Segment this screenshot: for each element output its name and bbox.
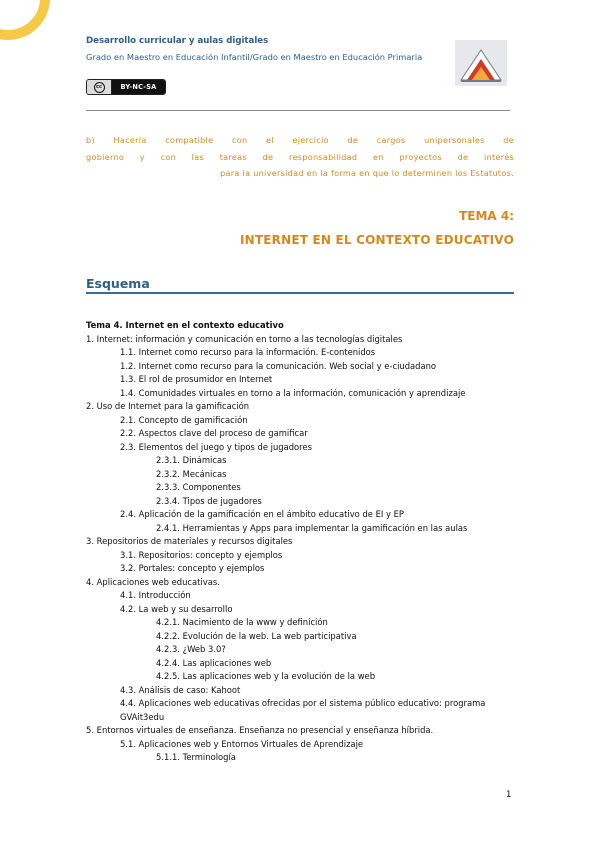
toc-item: 1.2. Internet como recurso para la comunicación. Web social y e-ciudadano — [120, 360, 437, 371]
esquema-heading: Esquema — [86, 276, 150, 291]
intro-line: b) Hacerla compatible con el ejercicio de cargos unipersonales de — [86, 135, 514, 145]
toc-item: 2.3.4. Tipos de jugadores — [156, 495, 262, 506]
toc-item: Tema 4. Internet en el contexto educativo — [86, 320, 284, 330]
university-logo-icon — [455, 40, 507, 86]
creative-commons-icon: cc — [94, 82, 105, 93]
toc-item: 4.2.3. ¿Web 3.0? — [156, 644, 226, 654]
toc-item: 3.2. Portales: concepto y ejemplos — [120, 563, 265, 573]
toc-item: 1.3. El rol de prosumidor en Internet — [120, 374, 273, 384]
license-label: BY-NC-SA — [112, 80, 165, 94]
cc-license-badge[interactable] — [86, 79, 166, 95]
intro-line: gobierno y con las tareas de responsabilidad en proyectos de interés — [86, 151, 514, 162]
toc-item: 2.2. Aspectos clave del proceso de gamificar — [120, 428, 308, 438]
toc-item: 1.1. Internet como recurso para la información. E-contenidos — [120, 347, 376, 357]
intro-paragraph — [86, 132, 514, 182]
toc-item: 1.4. Comunidades virtuales en torno a la información, comunicación y aprendizaje — [120, 387, 466, 398]
page-number: 1 — [506, 790, 512, 800]
toc-item: 4. Aplicaciones web educativas. — [86, 576, 220, 587]
toc-item: 4.2. La web y su desarrollo — [120, 603, 233, 614]
corner-decoration — [0, 0, 50, 40]
toc-item: 4.2.4. Las aplicaciones web — [156, 657, 272, 668]
tema-number: TEMA 4: — [459, 209, 514, 223]
toc-item: 4.2.1. Nacimiento de la www y definición — [156, 617, 328, 627]
toc-item: 2.3.2. Mecánicas — [156, 468, 227, 479]
toc-item: 3. Repositorios de materiales y recursos digitales — [86, 536, 293, 546]
toc-item: 4.2.2. Evolución de la web. La web participativa — [156, 630, 357, 641]
toc-item: 5.1. Aplicaciones web y Entornos Virtuales de Aprendizaje — [120, 738, 364, 749]
course-title: Desarrollo curricular y aulas digitales — [86, 36, 269, 46]
toc-item: 2.3.3. Componentes — [156, 482, 241, 492]
toc-item: 2. Uso de Internet para la gamificación — [86, 401, 250, 411]
toc-item: 2.1. Concepto de gamificación — [120, 414, 248, 425]
toc-item: 2.3.1. Dinámicas — [156, 455, 227, 465]
header-divider — [86, 110, 510, 111]
toc-item: 2.4. Aplicación de la gamificación en el ámbito educativo de EI y EP — [120, 509, 404, 519]
degree-programs: Grado en Maestro en Educación Infantil/Grado en Maestro en Educación Primaria — [86, 52, 423, 62]
esquema-divider — [86, 292, 514, 294]
document-header — [86, 36, 422, 62]
toc-item: 4.1. Introducción — [120, 590, 191, 600]
toc-item: 5. Entornos virtuales de enseñanza. Enseñanza no presencial y enseñanza híbrida. — [86, 725, 434, 735]
toc-item: 2.3. Elementos del juego y tipos de jugadores — [120, 441, 312, 452]
toc-item: 4.3. Análisis de caso: Kahoot — [120, 684, 241, 695]
intro-line: para la universidad en la forma en que lo determinen los Estatutos. — [220, 168, 514, 178]
toc-item: 4.4. Aplicaciones web educativas ofrecidas por el sistema público educativo: programa — [120, 698, 486, 708]
toc-item: 2.4.1. Herramientas y Apps para implementar la gamificación en las aulas — [156, 522, 468, 533]
toc-item: 5.1.1. Terminología — [156, 752, 236, 762]
toc-item: 4.2.5. Las aplicaciones web y la evolución de la web — [156, 671, 376, 681]
toc-item: 3.1. Repositorios: concepto y ejemplos — [120, 549, 283, 560]
toc-item: 1. Internet: información y comunicación en torno a las tecnologías digitales — [86, 333, 403, 344]
toc-item: GVAit3edu — [120, 711, 165, 722]
tema-title: INTERNET EN EL CONTEXTO EDUCATIVO — [239, 233, 514, 247]
